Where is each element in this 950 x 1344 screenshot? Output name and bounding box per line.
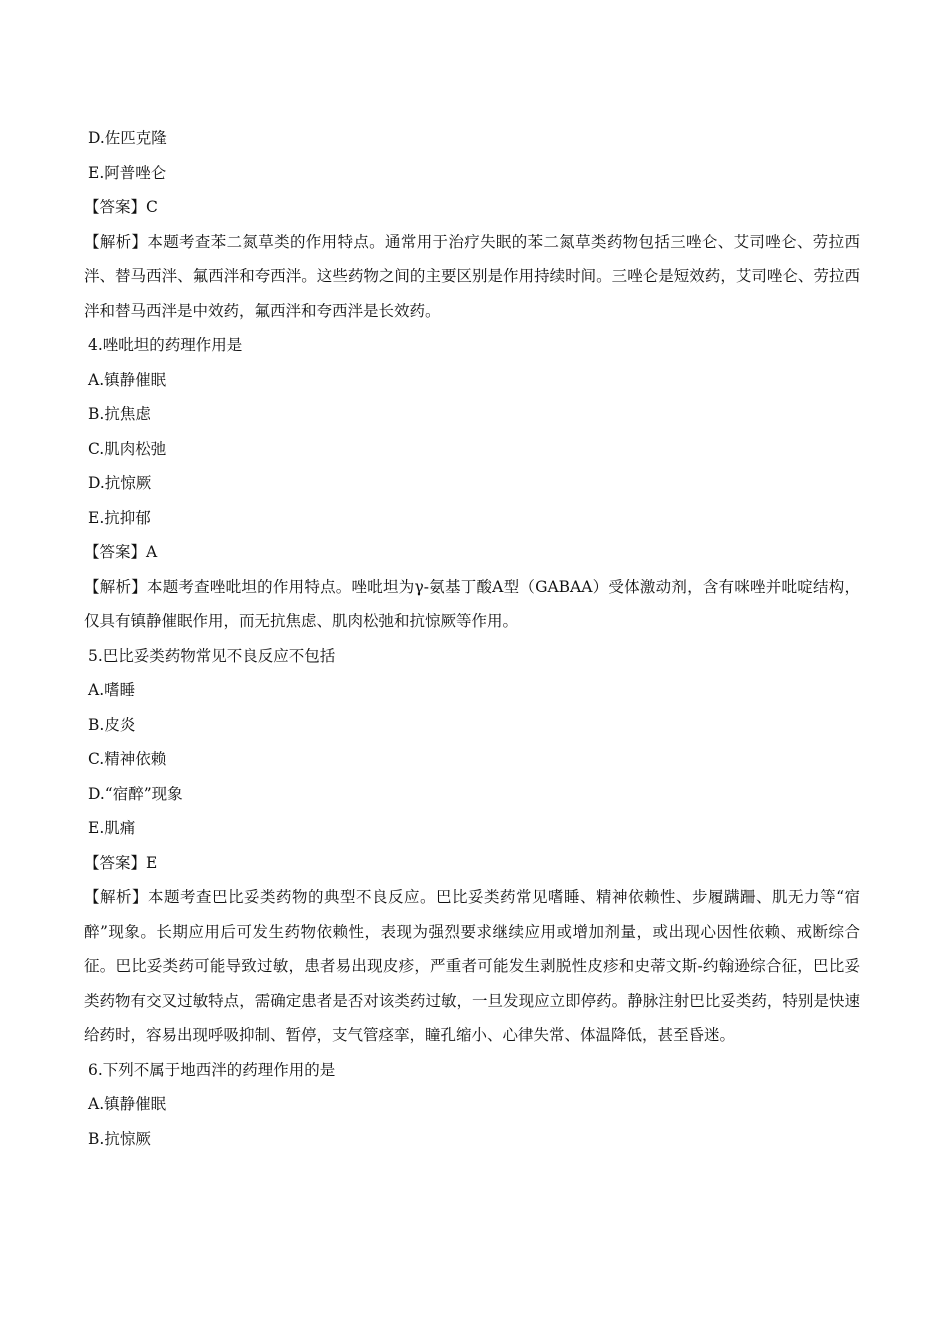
q3-analysis: 【解析】本题考查苯二氮草类的作用特点。通常用于治疗失眠的苯二氮草类药物包括三唑仑、艾司唑仑、劳拉西泮、替马西泮、氟西泮和夸西泮。这些药物之间的主要区别是作用持续时间。三唑仑是短效药，艾司唑仑、劳拉西泮和替马西泮是中效药，氟西泮和夸西泮是长效药。 (84, 232, 860, 320)
q4-analysis: 【解析】本题考查唑吡坦的作用特点。唑吡坦为γ-氨基丁酸A型（GABAA）受体激动剂，含有咪唑并吡啶结构，仅具有镇静催眠作用，而无抗焦虑、肌肉松弛和抗惊厥等作用。 (84, 577, 860, 630)
q4-answer: 【答案】A (84, 543, 158, 561)
page-content (84, 121, 860, 1156)
q6-question: 6.下列不属于地西泮的药理作用的是 (88, 1060, 336, 1079)
q4-option-a: A.镇静催眠 (88, 370, 167, 389)
q4-option-c: C.肌肉松弛 (88, 439, 167, 458)
q4-option-d: D.抗惊厥 (88, 474, 152, 492)
q5-option-a: A.嗜睡 (88, 681, 136, 699)
q3-option-e: E.阿普唑仑 (88, 163, 167, 182)
q5-option-d: D.“宿醉”现象 (88, 784, 183, 803)
q6-option-a: A.镇静催眠 (88, 1095, 167, 1113)
q3-option-d: D.佐匹克隆 (88, 129, 167, 147)
q6-option-b: B.抗惊厥 (88, 1129, 151, 1148)
q5-option-c: C.精神依赖 (88, 750, 167, 768)
q4-question: 4.唑吡坦的药理作用是 (88, 336, 243, 354)
q5-option-e: E.肌痛 (88, 819, 136, 837)
q5-question: 5.巴比妥类药物常见不良反应不包括 (88, 646, 336, 665)
q5-answer: 【答案】E (84, 853, 158, 872)
q4-option-b: B.抗焦虑 (88, 405, 151, 423)
q3-answer: 【答案】C (84, 198, 158, 216)
q5-option-b: B.皮炎 (88, 715, 136, 734)
q4-option-e: E.抗抑郁 (88, 508, 151, 527)
q5-analysis: 【解析】本题考查巴比妥类药物的典型不良反应。巴比妥类药常见嗜睡、精神依赖性、步履蹒跚、肌无力等“宿醉”现象。长期应用后可发生药物依赖性，表现为强烈要求继续应用或增加剂量，或出现心因性依赖、戒断综合征。巴比妥类药可能导致过敏，患者易出现皮疹，严重者可能发生剥脱性皮疹和史蒂文斯-约翰逊综合征，巴比妥类药物有交叉过敏特点，需确定患者是否对该类药过敏，一旦发现应立即停药。静脉注射巴比妥类药，特别是快速给药时，容易出现呼吸抑制、暂停，支气管痉挛，瞳孔缩小、心律失常、体温降低，甚至昏迷。 (84, 888, 860, 1044)
